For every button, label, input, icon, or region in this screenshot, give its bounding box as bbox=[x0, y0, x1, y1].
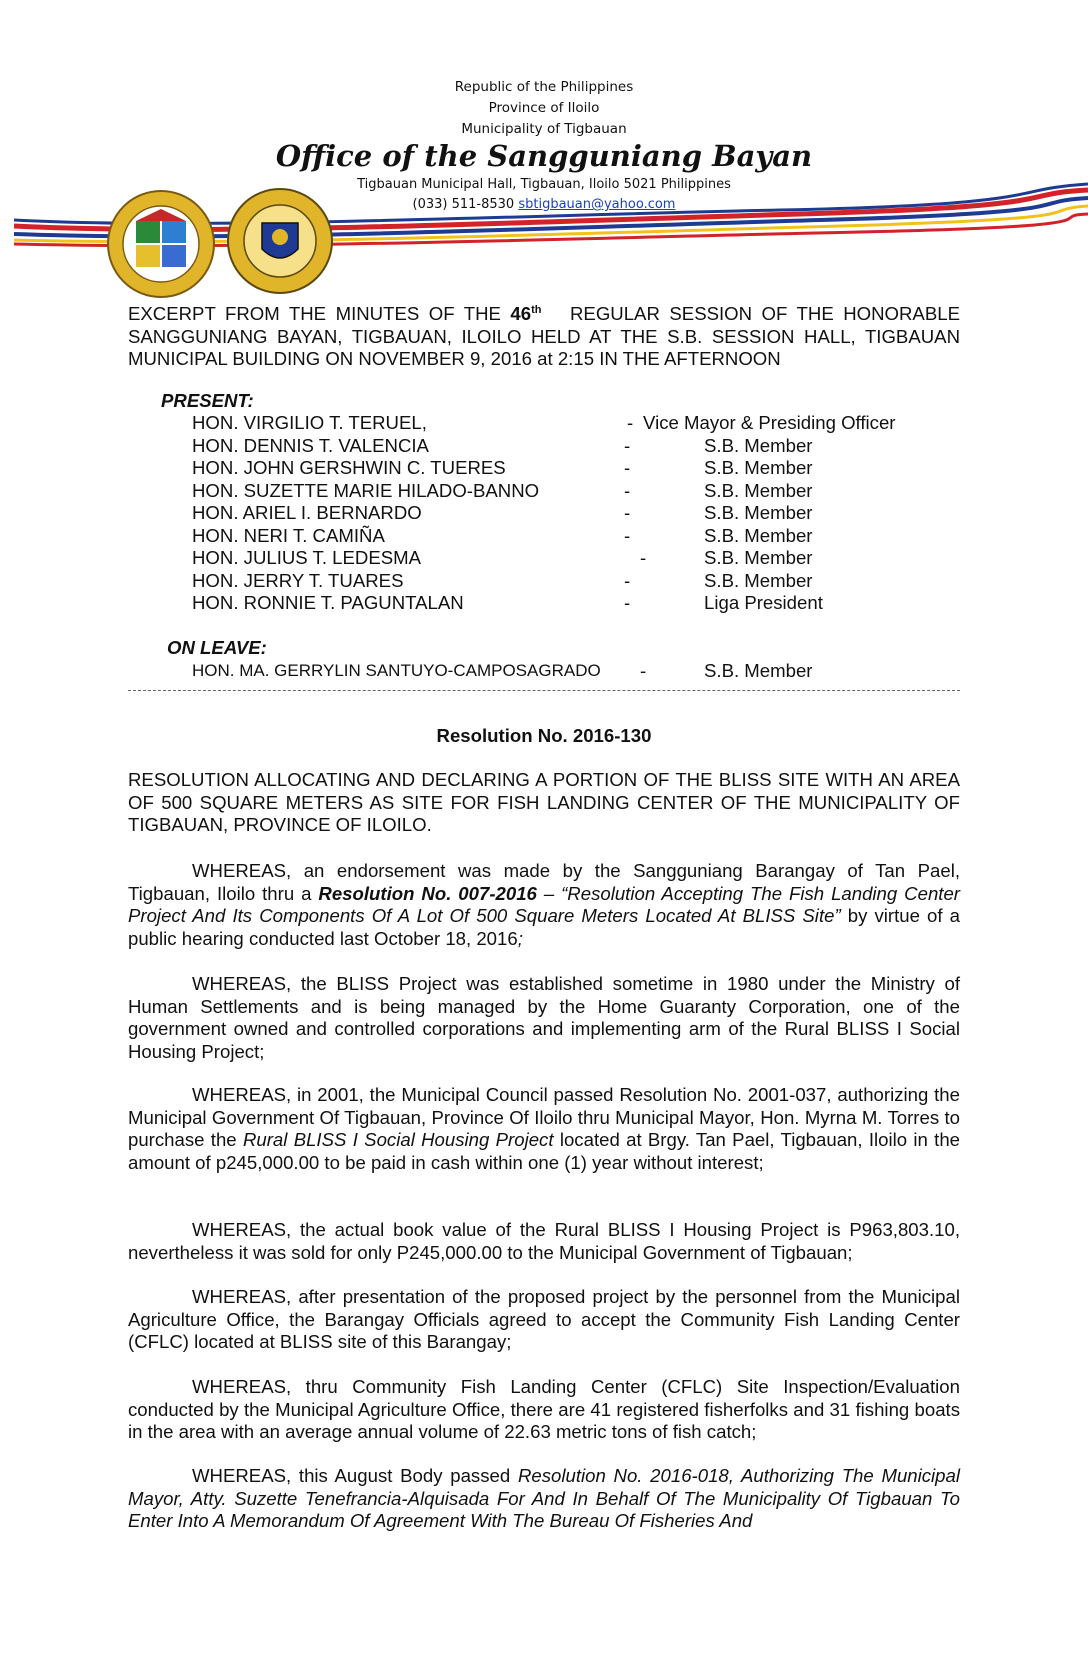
member-separator: - bbox=[624, 592, 631, 613]
whereas-paragraph-1 bbox=[128, 860, 960, 950]
on-leave-label: ON LEAVE: bbox=[167, 637, 267, 658]
member-position: S.B. Member bbox=[704, 569, 813, 591]
member-separator: - bbox=[624, 569, 631, 591]
session-ordinal-suffix: th bbox=[531, 304, 542, 316]
member-separator: - bbox=[624, 457, 631, 478]
member-position: S.B. Member bbox=[704, 524, 813, 546]
member-position: S.B. Member bbox=[704, 434, 813, 456]
member-position: S.B. Member bbox=[704, 502, 813, 523]
whereas-7-resolution-title: Resolution No. 2016-018, Authorizing The Municipal Mayor, Atty. Suzette Tenefrancia-Alquisada For And In Behalf Of The Municipality Of Tigbauan To Enter Into A Memorandum Of Agreement With The Bureau Of Fisheries And bbox=[128, 1465, 960, 1531]
member-name: HON. VIRGILIO T. TERUEL, bbox=[192, 412, 427, 433]
member-name: HON. RONNIE T. PAGUNTALAN bbox=[192, 592, 464, 613]
header-email-link[interactable]: sbtigbauan@yahoo.com bbox=[518, 197, 676, 212]
whereas-1-punct: ; bbox=[517, 927, 523, 949]
member-separator: - bbox=[624, 502, 631, 523]
member-position: S.B. Member bbox=[704, 547, 813, 568]
whereas-1-resolution-ref: Resolution No. 007-2016 bbox=[318, 882, 537, 904]
header-phone: (033) 511-8530 bbox=[412, 197, 515, 212]
present-label: PRESENT: bbox=[161, 390, 254, 411]
member-name: HON. DENNIS T. VALENCIA bbox=[192, 434, 429, 456]
header-address: Tigbauan Municipal Hall, Tigbauan, Iloilo 5021 Philippines bbox=[357, 177, 731, 192]
member-name: HON. JOHN GERSHWIN C. TUERES bbox=[192, 457, 506, 478]
whereas-3-text-end: located at Brgy. Tan Pael, Tigbauan, Iloilo in the amount of p245,000.00 to be paid in cash within one (1) year without interest; bbox=[128, 1129, 961, 1173]
member-position: S.B. Member bbox=[704, 660, 813, 681]
section-divider bbox=[128, 690, 960, 691]
whereas-7-text: WHEREAS, this August Body passed bbox=[192, 1465, 518, 1486]
intro-text-start: EXCERPT FROM THE MINUTES OF THE bbox=[128, 303, 511, 325]
whereas-3-project-name: Rural BLISS I Social Housing Project bbox=[242, 1129, 554, 1150]
whereas-paragraph-4: WHEREAS, the actual book value of the Rural BLISS I Housing Project is P963,803.10, nevertheless it was sold for only P245,000.00 to the Municipal Government of Tigbauan; bbox=[128, 1219, 960, 1263]
whereas-paragraph-5: WHEREAS, after presentation of the proposed project by the personnel from the Municipal Agriculture Office, the Barangay Officials agreed to accept the Community Fish Landing Center (CFLC) located at BLISS site of this Barangay; bbox=[128, 1286, 960, 1352]
member-separator: - bbox=[624, 524, 631, 546]
whereas-1-text-end: by virtue of a public hearing conducted last October 18, 2016 bbox=[128, 905, 960, 949]
member-name: HON. NERI T. CAMIÑA bbox=[192, 524, 385, 546]
member-position: Vice Mayor & Presiding Officer bbox=[643, 412, 896, 433]
municipality-seal bbox=[106, 189, 216, 299]
whereas-3-text: WHEREAS, in 2001, the Municipal Council passed Resolution No. 2001-037, authorizing the Municipal Government Of Tigbauan, Province Of Iloilo thru Municipal Mayor, Hon. Myrna M. Torres to purchase the bbox=[128, 1084, 960, 1150]
resolution-number: Resolution No. 2016-130 bbox=[436, 725, 652, 746]
header-province: Province of Iloilo bbox=[488, 100, 600, 116]
header-municipality: Municipality of Tigbauan bbox=[461, 121, 627, 137]
member-name: HON. JERRY T. TUARES bbox=[192, 569, 404, 591]
member-position: S.B. Member bbox=[704, 457, 813, 478]
session-number: 46 bbox=[510, 303, 532, 325]
member-separator: - bbox=[627, 412, 634, 433]
whereas-1-text: WHEREAS, an endorsement was made by the Sangguniang Barangay of Tan Pael, Tigbauan, Iloilo thru a bbox=[128, 860, 960, 904]
member-name: HON. ARIEL I. BERNARDO bbox=[192, 502, 422, 523]
minutes-intro bbox=[128, 299, 966, 371]
member-position: S.B. Member bbox=[704, 479, 813, 501]
member-name: HON. MA. GERRYLIN SANTUYO-CAMPOSAGRADO bbox=[192, 661, 601, 680]
whereas-paragraph-7 bbox=[128, 1465, 960, 1533]
member-separator: - bbox=[624, 479, 631, 501]
header-republic: Republic of the Philippines bbox=[454, 79, 634, 95]
whereas-paragraph-2: WHEREAS, the BLISS Project was established sometime in 1980 under the Ministry of Human Settlements and is being managed by the Home Guaranty Corporation, one of the government owned and controlled corporations and implementing arm of the Rural BLISS I Social Housing Project; bbox=[128, 973, 960, 1062]
sangguniang-seal bbox=[226, 187, 334, 295]
member-position: Liga President bbox=[704, 592, 823, 613]
member-separator: - bbox=[640, 547, 647, 568]
member-separator: - bbox=[640, 660, 647, 681]
member-name: HON. SUZETTE MARIE HILADO-BANNO bbox=[192, 479, 540, 501]
office-title: Office of the Sangguniang Bayan bbox=[275, 139, 813, 173]
intro-text-rest: REGULAR SESSION OF THE HONORABLE SANGGUNIANG BAYAN, TIGBAUAN, ILOILO HELD AT THE S.B. SESSION HALL, TIGBAUAN MUNICIPAL BUILDING ON NOVEMBER 9, 2016 at 2:15 IN THE AFTERNOON bbox=[128, 303, 966, 370]
resolution-title: RESOLUTION ALLOCATING AND DECLARING A PORTION OF THE BLISS SITE WITH AN AREA OF 500 SQUARE METERS AS SITE FOR FISH LANDING CENTER OF THE MUNICIPALITY OF TIGBAUAN, PROVINCE OF ILOILO. bbox=[128, 769, 960, 835]
member-name: HON. JULIUS T. LEDESMA bbox=[192, 547, 422, 568]
member-separator: - bbox=[624, 434, 631, 456]
whereas-paragraph-3 bbox=[128, 1084, 960, 1174]
whereas-paragraph-6: WHEREAS, thru Community Fish Landing Center (CFLC) Site Inspection/Evaluation conducted by the Municipal Agriculture Office, there are 41 registered fisherfolks and 31 fishing boats in the area with an average annual volume of 22.63 metric tons of fish catch; bbox=[128, 1376, 960, 1442]
whereas-1-resolution-title: – “Resolution Accepting The Fish Landing Center Project And Its Components Of A Lot Of 500 Square Meters Located At BLISS Site” bbox=[128, 882, 960, 926]
